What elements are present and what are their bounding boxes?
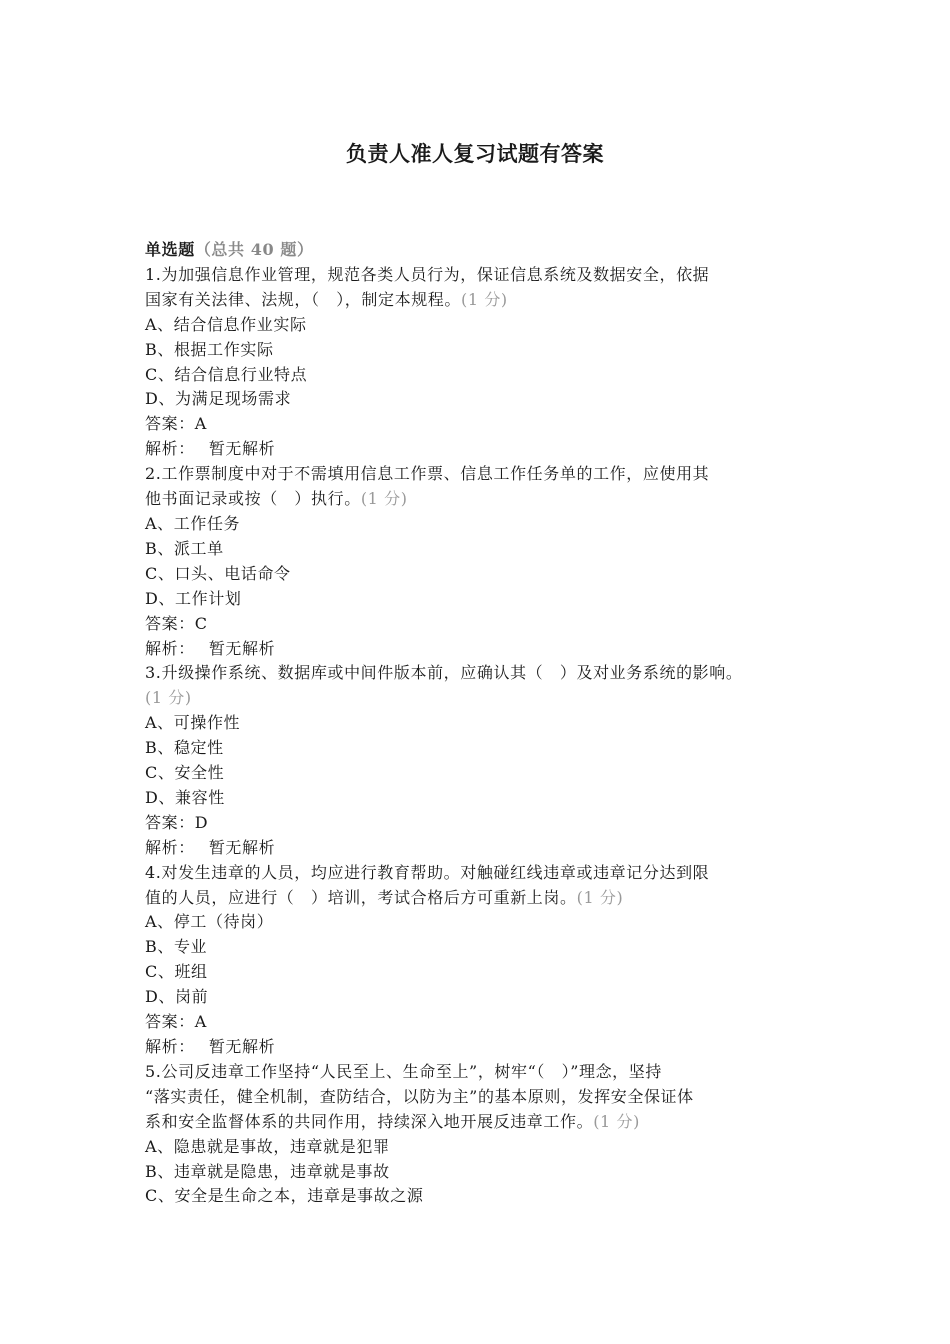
question-1-option-c: C、结合信息行业特点: [145, 364, 308, 384]
question-2-line-1: 2.工作票制度中对于不需填用信息工作票、信息工作任务单的工作，应使用其: [145, 464, 710, 484]
question-1-option-a: A、结合信息作业实际: [145, 314, 307, 334]
question-4-analysis-label: 解析：: [145, 1037, 195, 1056]
question-4-analysis: [145, 1035, 825, 1060]
question-4-answer: 答案：A: [145, 1012, 207, 1032]
document-title: 负责人准人复习试题有答案: [346, 141, 604, 166]
question-3-analysis: [145, 836, 825, 861]
question-4-option-b: B、专业: [145, 937, 208, 957]
section-label: 单选题: [145, 240, 195, 259]
question-2-analysis: [145, 637, 825, 662]
question-2-text: 他书面记录或按（ ）执行。: [145, 489, 361, 509]
question-4-line-2: [145, 886, 825, 911]
question-5-score: (1 分): [593, 1111, 640, 1131]
section-count: （总共 40 题）: [194, 240, 314, 259]
question-5-text: 系和安全监督体系的共同作用，持续深入地开展反违章工作。: [145, 1111, 594, 1131]
question-2-analysis-label: 解析：: [145, 638, 195, 658]
question-1-text: 国家有关法律、法规，（ ），制定本规程。: [145, 289, 462, 309]
question-1-answer: 答案：A: [145, 414, 207, 434]
question-1-analysis-text: 暂无解析: [208, 439, 276, 459]
question-3-option-d: D、兼容性: [145, 787, 225, 807]
question-2-answer: 答案：C: [145, 613, 208, 633]
question-3-analysis-label: 解析：: [145, 837, 195, 857]
question-2-score: (1 分): [360, 489, 408, 509]
question-4-score: (1 分): [576, 887, 624, 907]
question-4-option-c: C、班组: [145, 962, 208, 982]
question-1-analysis: [145, 437, 825, 462]
question-2-option-a: A、工作任务: [145, 513, 241, 533]
question-5-option-c: C、安全是生命之本，违章是事故之源: [145, 1186, 424, 1206]
question-1-score: (1 分): [461, 289, 508, 309]
question-3-score: (1 分): [145, 688, 192, 708]
question-1-option-d: D、为满足现场需求: [145, 389, 292, 409]
question-5-line-2: “落实责任，健全机制，查防结合，以防为主”的基本原则，发挥安全保证体: [145, 1086, 694, 1106]
question-1-option-b: B、根据工作实际: [145, 339, 274, 359]
question-4-analysis-text: 暂无解析: [208, 1037, 276, 1056]
question-2-option-c: C、口头、电话命令: [145, 563, 291, 583]
question-4-option-d: D、岗前: [145, 987, 209, 1007]
section-header: [145, 238, 825, 263]
question-1-line-2: [145, 288, 825, 313]
question-3-analysis-text: 暂无解析: [208, 837, 276, 857]
question-5-line-1: 5.公司反违章工作坚持“人民至上、生命至上”，树牢“（ ）”理念，坚持: [145, 1061, 662, 1081]
question-4-line-1: 4.对发生违章的人员，均应进行教育帮助。对触碰红线违章或违章记分达到限: [145, 862, 710, 882]
question-3-answer: 答案：D: [145, 812, 209, 832]
question-3-line-1: 3.升级操作系统、数据库或中间件版本前，应确认其（ ）及对业务系统的影响。: [145, 663, 743, 683]
question-4-text: 值的人员，应进行（ ）培训，考试合格后方可重新上岗。: [145, 887, 577, 907]
question-4-option-a: A、停工（待岗）: [145, 912, 274, 932]
question-1-analysis-label: 解析：: [145, 439, 195, 459]
question-list: [145, 238, 825, 1209]
question-1-line-1: 1.为加强信息作业管理，规范各类人员行为，保证信息系统及数据安全，依据: [145, 264, 710, 284]
question-2-analysis-text: 暂无解析: [208, 638, 276, 658]
question-5-line-3: [145, 1110, 825, 1135]
question-3-option-a: A、可操作性: [145, 713, 241, 733]
question-3-option-c: C、安全性: [145, 763, 225, 783]
question-5-option-b: B、违章就是隐患，违章就是事故: [145, 1161, 390, 1181]
question-2-line-2: [145, 487, 825, 512]
question-2-option-d: D、工作计划: [145, 588, 242, 608]
question-3-option-b: B、稳定性: [145, 738, 224, 758]
question-2-option-b: B、派工单: [145, 538, 224, 558]
question-5-option-a: A、隐患就是事故，违章就是犯罪: [145, 1136, 390, 1156]
